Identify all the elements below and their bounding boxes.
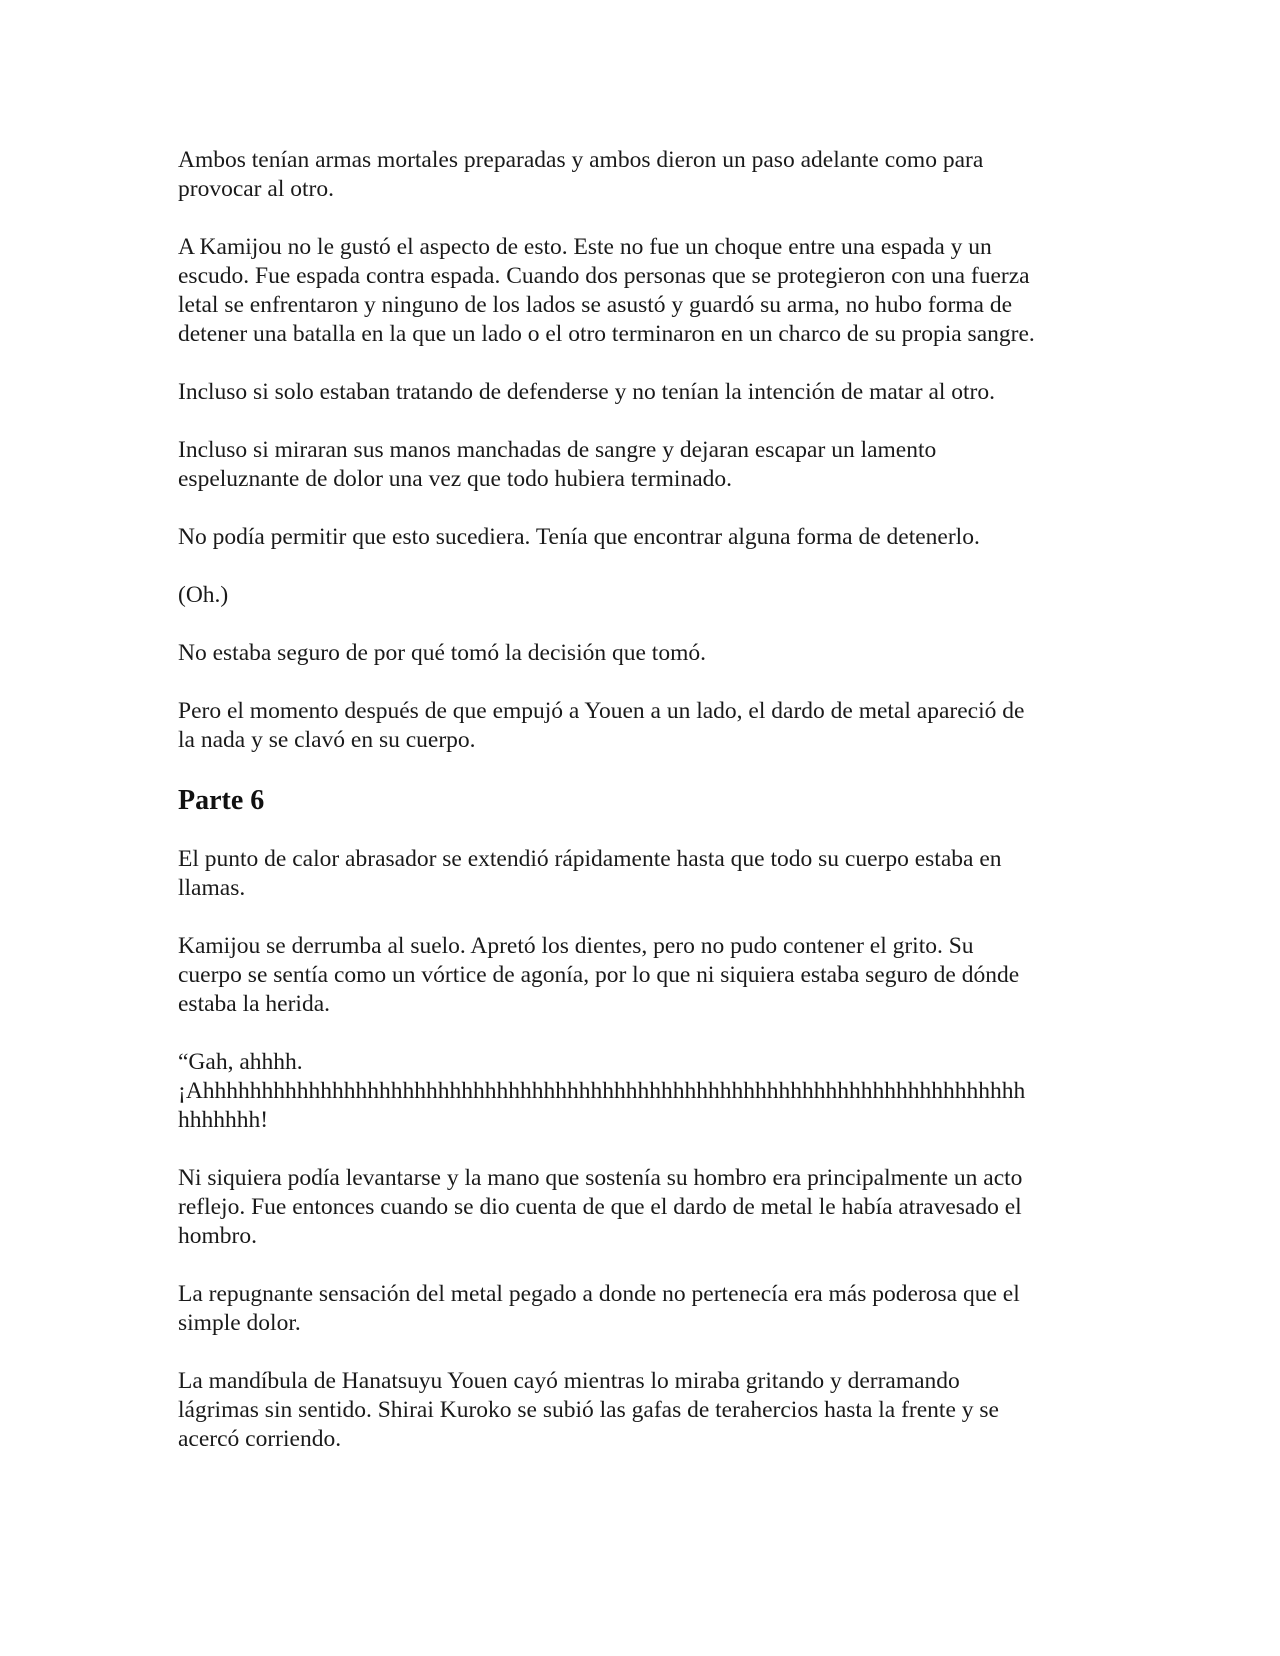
text-line: (Oh.)	[178, 582, 229, 608]
text-line: No estaba seguro de por qué tomó la decisión que tomó.	[178, 640, 706, 666]
paragraph	[178, 146, 1098, 204]
text-line: la nada y se clavó en su cuerpo.	[178, 727, 476, 753]
paragraph	[178, 1367, 1098, 1454]
paragraph	[178, 523, 1098, 552]
text-line: hhhhhhh!	[178, 1107, 269, 1133]
text-line: “Gah, ahhhh.	[178, 1049, 303, 1075]
text-line: detener una batalla en la que un lado o el otro terminaron en un charco de su propia sangre.	[178, 321, 1035, 347]
text-line: acercó corriendo.	[178, 1426, 342, 1452]
text-line: Ambos tenían armas mortales preparadas y ambos dieron un paso adelante como para	[178, 147, 984, 173]
paragraphs-before-heading	[178, 146, 1098, 755]
paragraphs-after-heading	[178, 845, 1098, 1454]
text-line: El punto de calor abrasador se extendió rápidamente hasta que todo su cuerpo estaba en	[178, 846, 1002, 872]
paragraph	[178, 233, 1098, 349]
paragraph	[178, 378, 1098, 407]
text-line: La repugnante sensación del metal pegado a donde no pertenecía era más poderosa que el	[178, 1281, 1020, 1307]
text-line: Kamijou se derrumba al suelo. Apretó los dientes, pero no pudo contener el grito. Su	[178, 933, 974, 959]
text-line: hombro.	[178, 1223, 257, 1249]
text-line: provocar al otro.	[178, 176, 334, 202]
paragraph	[178, 932, 1098, 1019]
text-line: estaba la herida.	[178, 991, 331, 1017]
text-line: reflejo. Fue entonces cuando se dio cuenta de que el dardo de metal le había atravesado el	[178, 1194, 1022, 1220]
text-line: A Kamijou no le gustó el aspecto de esto. Este no fue un choque entre una espada y un	[178, 234, 992, 260]
paragraph	[178, 581, 1098, 610]
text-line: cuerpo se sentía como un vórtice de agonía, por lo que ni siquiera estaba seguro de dónde	[178, 962, 1020, 988]
text-line: espeluznante de dolor una vez que todo hubiera terminado.	[178, 466, 733, 492]
text-line: ¡Ahhhhhhhhhhhhhhhhhhhhhhhhhhhhhhhhhhhhhhhhhhhhhhhhhhhhhhhhhhhhhhhhhhhhhh	[178, 1078, 1026, 1104]
text-line: llamas.	[178, 875, 246, 901]
text-line: La mandíbula de Hanatsuyu Youen cayó mientras lo miraba gritando y derramando	[178, 1368, 960, 1394]
text-line: simple dolor.	[178, 1310, 301, 1336]
text-line: escudo. Fue espada contra espada. Cuando dos personas que se protegieron con una fuerza	[178, 263, 1030, 289]
text-line: Pero el momento después de que empujó a Youen a un lado, el dardo de metal apareció de	[178, 698, 1025, 724]
text-line: Incluso si miraran sus manos manchadas de sangre y dejaran escapar un lamento	[178, 437, 937, 463]
paragraph	[178, 639, 1098, 668]
paragraph	[178, 697, 1098, 755]
text-line: lágrimas sin sentido. Shirai Kuroko se subió las gafas de terahercios hasta la frente y se	[178, 1397, 999, 1423]
text-line: letal se enfrentaron y ninguno de los lados se asustó y guardó su arma, no hubo forma de	[178, 292, 1013, 318]
text-line: Incluso si solo estaban tratando de defenderse y no tenían la intención de matar al otro.	[178, 379, 996, 405]
paragraph	[178, 845, 1098, 903]
text-line: No podía permitir que esto sucediera. Tenía que encontrar alguna forma de detenerlo.	[178, 524, 980, 550]
paragraph	[178, 1280, 1098, 1338]
document-body	[178, 146, 1098, 1483]
paragraph	[178, 1164, 1098, 1251]
paragraph	[178, 436, 1098, 494]
paragraph	[178, 1048, 1098, 1135]
section-heading: Parte 6	[178, 785, 265, 816]
text-line: Ni siquiera podía levantarse y la mano que sostenía su hombro era principalmente un acto	[178, 1165, 1023, 1191]
